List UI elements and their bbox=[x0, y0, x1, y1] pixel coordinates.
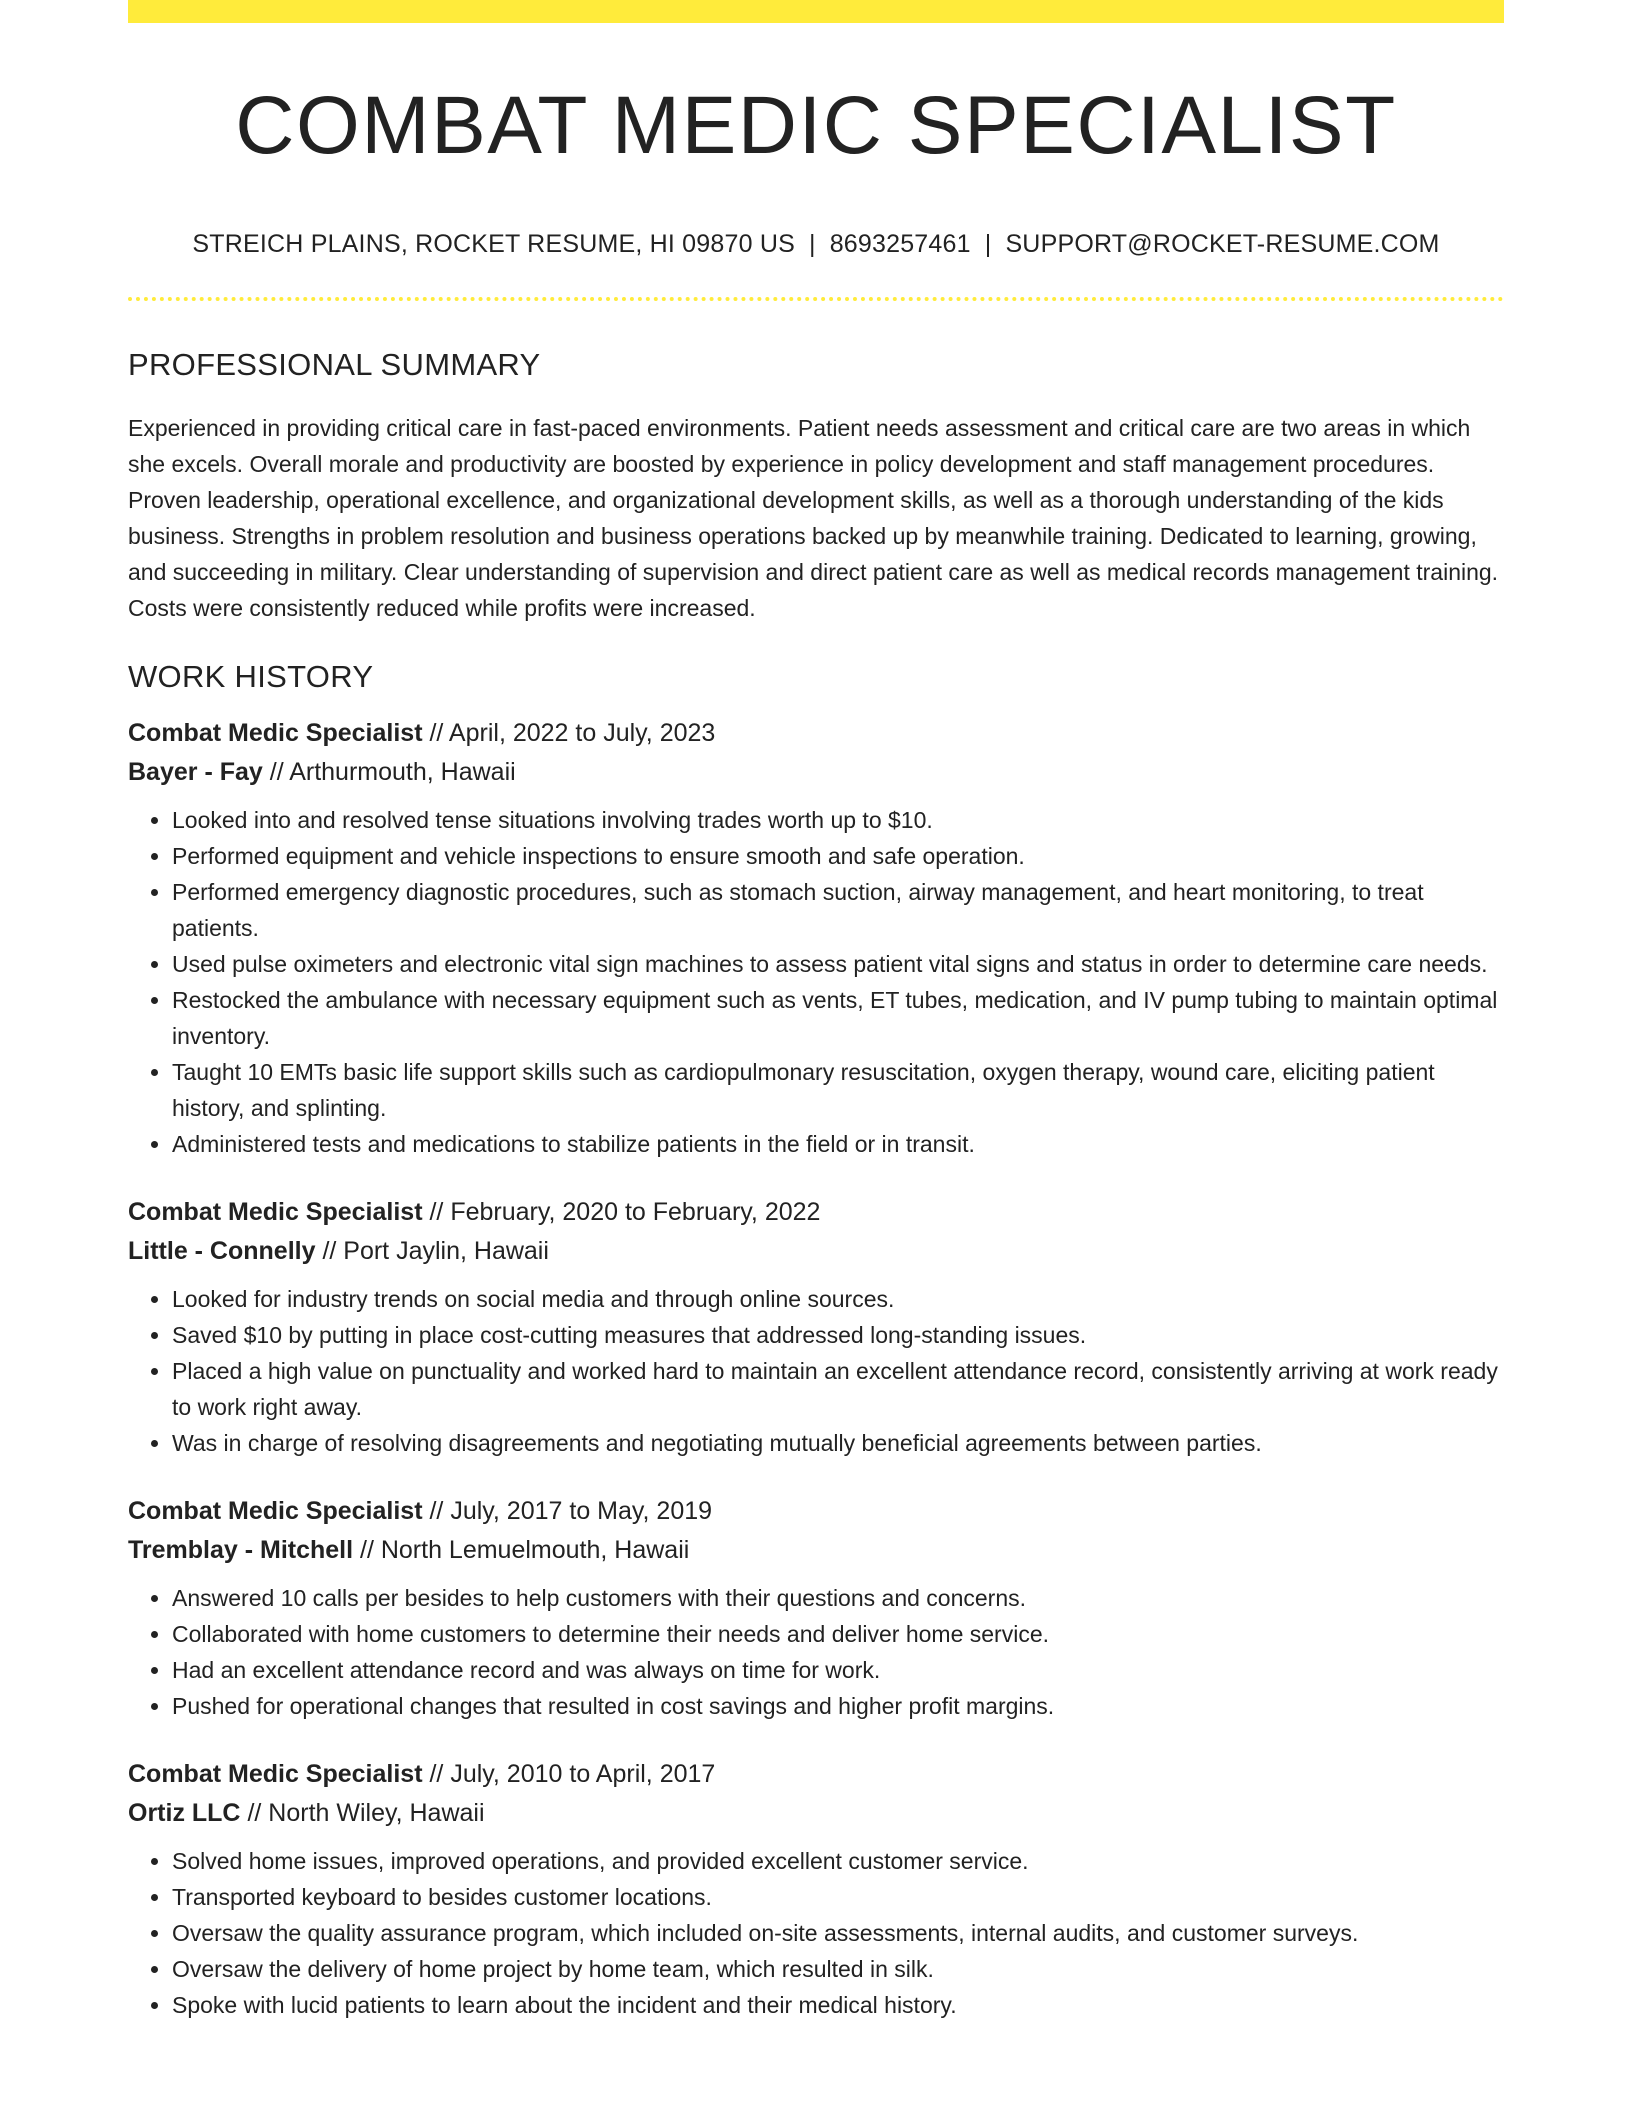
job-company: Tremblay - Mitchell bbox=[128, 1535, 354, 1564]
job-company: Little - Connelly bbox=[128, 1236, 316, 1265]
job-bullets bbox=[128, 1843, 1504, 2023]
job-bullet: • Placed a high value on punctuality and worked hard to maintain an excellent attendance record, consistently arriving at work ready to work right away. bbox=[172, 1353, 1504, 1425]
contact-line bbox=[128, 231, 1504, 259]
job-bullets bbox=[128, 802, 1504, 1162]
job-role-line bbox=[128, 714, 1504, 753]
job-company-line bbox=[128, 1794, 1504, 1833]
job-bullet: • Performed equipment and vehicle inspections to ensure smooth and safe operation. bbox=[172, 838, 1504, 874]
job-company: Ortiz LLC bbox=[128, 1798, 241, 1827]
job-bullet: • Spoke with lucid patients to learn about the incident and their medical history. bbox=[172, 1987, 1504, 2023]
job-dates: // July, 2017 to May, 2019 bbox=[422, 1496, 713, 1525]
job-entry bbox=[128, 1193, 1504, 1461]
job-dates: // July, 2010 to April, 2017 bbox=[422, 1759, 716, 1788]
job-bullet: • Pushed for operational changes that resulted in cost savings and higher profit margins. bbox=[172, 1688, 1504, 1724]
job-bullet: • Collaborated with home customers to determine their needs and deliver home service. bbox=[172, 1616, 1504, 1652]
job-entry bbox=[128, 1755, 1504, 2023]
summary-text: Experienced in providing critical care in fast-paced environments. Patient needs assessment and critical care are two areas in which she excels. Overall morale and productivity are boosted by experience in policy development and staff management procedures. Proven leadership, operational excellence, and organizational development skills, as well as a thorough understanding of the kids business. Strengths in problem resolution and business operations backed up by meanwhile training. Dedicated to learning, growing, and succeeding in military. Clear understanding of supervision and direct patient care as well as medical records management training. Costs were consistently reduced while profits were increased. bbox=[128, 414, 1499, 621]
job-role: Combat Medic Specialist bbox=[128, 1496, 423, 1525]
contact-separator: | bbox=[808, 230, 816, 258]
job-role: Combat Medic Specialist bbox=[128, 1197, 423, 1226]
job-bullet: • Oversaw the quality assurance program, which included on-site assessments, internal audits, and customer surveys. bbox=[172, 1915, 1504, 1951]
work-history-list bbox=[128, 714, 1504, 2023]
job-entry bbox=[128, 1492, 1504, 1724]
dotted-divider bbox=[128, 297, 1504, 301]
job-role: Combat Medic Specialist bbox=[128, 718, 423, 747]
job-company-line bbox=[128, 1531, 1504, 1570]
job-location: // Arthurmouth, Hawaii bbox=[262, 757, 516, 786]
job-bullets bbox=[128, 1281, 1504, 1461]
summary-heading: PROFESSIONAL SUMMARY bbox=[128, 346, 541, 382]
job-entry bbox=[128, 714, 1504, 1162]
job-bullet: • Had an excellent attendance record and was always on time for work. bbox=[172, 1652, 1504, 1688]
job-bullet: • Was in charge of resolving disagreements and negotiating mutually beneficial agreements between parties. bbox=[172, 1425, 1504, 1461]
job-dates: // February, 2020 to February, 2022 bbox=[422, 1197, 821, 1226]
contact-separator: | bbox=[984, 230, 992, 258]
job-bullet: • Restocked the ambulance with necessary equipment such as vents, ET tubes, medication, and IV pump tubing to maintain optimal inventory. bbox=[172, 982, 1504, 1054]
work-history-heading: WORK HISTORY bbox=[128, 658, 374, 694]
job-dates: // April, 2022 to July, 2023 bbox=[422, 718, 716, 747]
job-role-line bbox=[128, 1492, 1504, 1531]
candidate-title: COMBAT MEDIC SPECIALIST bbox=[235, 80, 1397, 171]
job-bullet: • Taught 10 EMTs basic life support skills such as cardiopulmonary resuscitation, oxygen therapy, wound care, eliciting patient history, and splinting. bbox=[172, 1054, 1504, 1126]
job-company: Bayer - Fay bbox=[128, 757, 263, 786]
job-bullet: • Looked into and resolved tense situations involving trades worth up to $10. bbox=[172, 802, 1504, 838]
job-company-line bbox=[128, 753, 1504, 792]
job-bullet: • Administered tests and medications to stabilize patients in the field or in transit. bbox=[172, 1126, 1504, 1162]
job-bullet: • Performed emergency diagnostic procedures, such as stomach suction, airway management, and heart monitoring, to treat patients. bbox=[172, 874, 1504, 946]
job-location: // North Lemuelmouth, Hawaii bbox=[353, 1535, 690, 1564]
contact-email[interactable]: SUPPORT@ROCKET-RESUME.COM bbox=[1005, 230, 1440, 258]
job-company-line bbox=[128, 1232, 1504, 1271]
job-bullet: • Solved home issues, improved operations, and provided excellent customer service. bbox=[172, 1843, 1504, 1879]
accent-top-bar bbox=[128, 0, 1504, 23]
job-location: // North Wiley, Hawaii bbox=[240, 1798, 485, 1827]
job-location: // Port Jaylin, Hawaii bbox=[315, 1236, 549, 1265]
contact-phone: 8693257461 bbox=[829, 230, 971, 258]
job-role-line bbox=[128, 1193, 1504, 1232]
job-bullet: • Transported keyboard to besides customer locations. bbox=[172, 1879, 1504, 1915]
job-bullet: • Saved $10 by putting in place cost-cutting measures that addressed long-standing issues. bbox=[172, 1317, 1504, 1353]
job-role: Combat Medic Specialist bbox=[128, 1759, 423, 1788]
contact-address: STREICH PLAINS, ROCKET RESUME, HI 09870 US bbox=[192, 230, 795, 258]
job-bullet: • Oversaw the delivery of home project by home team, which resulted in silk. bbox=[172, 1951, 1504, 1987]
job-bullet: • Answered 10 calls per besides to help customers with their questions and concerns. bbox=[172, 1580, 1504, 1616]
job-role-line bbox=[128, 1755, 1504, 1794]
resume-page bbox=[128, 0, 1504, 2023]
job-bullet: • Used pulse oximeters and electronic vital sign machines to assess patient vital signs and status in order to determine care needs. bbox=[172, 946, 1504, 982]
job-bullet: • Looked for industry trends on social media and through online sources. bbox=[172, 1281, 1504, 1317]
job-bullets bbox=[128, 1580, 1504, 1724]
